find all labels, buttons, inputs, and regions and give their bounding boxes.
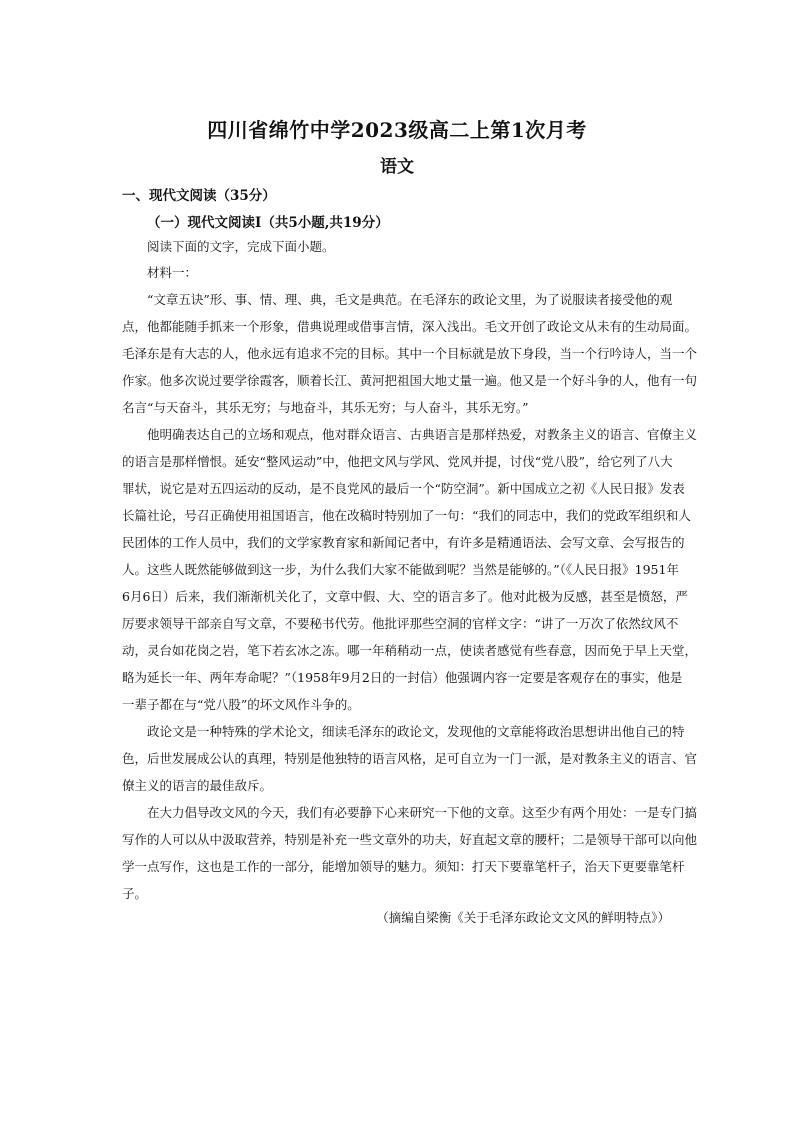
body-line: 毛泽东是有大志的人，他永远有追求不完的目标。其中一个目标就是放下身段，当一个行吟诗人，当一个 <box>122 346 698 361</box>
body-line: 作家。他多次说过要学徐霞客，顺着长江、黄河把祖国大地丈量一遍。他又是一个好斗争的人，他有一句 <box>122 373 698 388</box>
body-line: 色，后世发展成公认的真理，特别是他独特的语言风格，足可自立为一门一派，是对教条主义的语言、官 <box>122 751 698 766</box>
body-line: 在大力倡导改文风的今天，我们有必要静下心来研究一下他的文章。这至少有两个用处：一是专门搞 <box>147 805 698 820</box>
material-label: 材料一： <box>147 265 198 280</box>
body-line: 名言“与天奋斗，其乐无穷；与地奋斗，其乐无穷；与人奋斗，其乐无穷。” <box>122 400 529 415</box>
body-line: 6月6日）后来，我们渐渐机关化了，文章中假、大、空的语言多了。他对此极为反感，甚至是愤怒，严 <box>122 589 688 604</box>
body-line: 厉要求领导干部亲自写文章，不要秘书代劳。他批评那些空洞的官样文字：“讲了一万次了依然纹风不 <box>122 616 679 631</box>
body-line: 民团体的工作人员中，我们的文学家教育家和新闻记者中，有许多是精通语法、会写文章、会写报告的 <box>122 535 685 550</box>
body-line: 写作的人可以从中汲取营养，特别是补充一些文章外的功夫，好直起文章的腰杆；二是领导干部可以向他 <box>122 832 698 847</box>
body-line: 罪状，说它是对五四运动的反动，是不良党风的最后一个“防空洞”。新中国成立之初《人民日报》发表 <box>122 481 685 496</box>
body-line: 僚主义的语言的最佳敌斥。 <box>122 778 273 793</box>
subsection-heading: （一）现代文阅读Ⅰ（共5小题,共19分） <box>147 215 389 231</box>
body-line: 的语言是那样憎恨。延安“整风运动”中，他把文风与学风、党风并提，讨伐“党八股”，给它列了八大 <box>122 454 673 469</box>
body-line: 动，灵台如花岗之岩，笔下若玄冰之冻。哪一年稍稍动一点，使读者感觉有些春意，因而免于早上天堂， <box>122 643 698 658</box>
body-line: 略为延长一年、两年寿命呢？”（1958年9月2日的一封信）他强调内容一定要是客观存在的事实，他是 <box>122 670 683 685</box>
body-line: “文章五诀”形、事、情、理、典，毛文是典范。在毛泽东的政论文里，为了说服读者接受他的观 <box>147 292 673 307</box>
body-line: 长篇社论，号召正确使用祖国语言，他在改稿时特别加了一句：“我们的同志中，我们的党政军组织和人 <box>122 508 691 523</box>
subject-title: 语文 <box>380 157 414 177</box>
page-title: 四川省绵竹中学2023级高二上第1次月考 <box>207 118 587 142</box>
section-heading: 一、现代文阅读（35分） <box>122 188 276 204</box>
body-line: 人。这些人既然能够做到这一步，为什么我们大家不能做到呢？当然是能够的。”（《人民日报》1951年 <box>122 562 679 577</box>
source-citation: （摘编自梁衡《关于毛泽东政论文文风的鲜明特点》） <box>376 910 670 925</box>
body-line: 一辈子都在与“党八股”的坏文风作斗争的。 <box>122 697 360 712</box>
body-line: 学一点写作，这也是工作的一部分，能增加领导的魅力。须知：打天下要靠笔杆子，治天下更要靠笔杆 <box>122 859 685 874</box>
instruction-text: 阅读下面的文字，完成下面小题。 <box>147 239 335 254</box>
body-line: 子。 <box>122 886 148 901</box>
body-line: 点，他都能随手抓来一个形象，借典说理或借事言情，深入浅出。毛文开创了政论文从未有的生动局面。 <box>122 319 698 334</box>
body-line: 他明确表达自己的立场和观点，他对群众语言、古典语言是那样热爱，对教条主义的语言、官僚主义 <box>147 427 698 442</box>
body-line: 政论文是一种特殊的学术论文，细读毛泽东的政论文，发现他的文章能将政治思想讲出他自己的特 <box>147 724 685 739</box>
